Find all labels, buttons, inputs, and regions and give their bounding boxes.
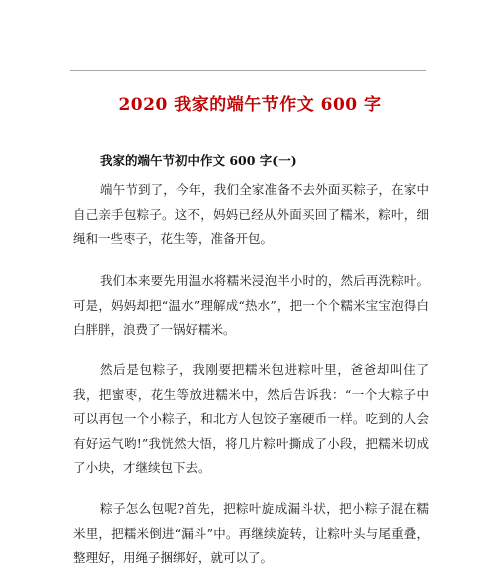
section-heading: 我家的端午节初中作文 600 字(一) <box>100 153 297 168</box>
header-divider <box>70 70 426 71</box>
document-title: 2020 我家的端午节作文 600 字 <box>118 95 382 115</box>
paragraph-3: 然后是包粽子，我刚要把糯米包进粽叶里，爸爸却叫住了我，把蜜枣，花生等放进糯米中，然后告诉我：“一个大粽子中可以再包一个小粽子，和北方人包饺子塞硬币一样。吃到的人会有好运气哟!”我恍然大悟，将几片粽叶撕成了小段，把糯米切成了小块，才继续包下去。 <box>73 362 429 475</box>
paragraph-2: 我们本来要先用温水将糯米浸泡半小时的，然后再洗粽叶。可是，妈妈却把“温水”理解成“热水”，把一个个糯米宝宝泡得白白胖胖，浪费了一锅好糯米。 <box>73 273 429 337</box>
paragraph-1: 端午节到了，今年，我们全家准备不去外面买粽子，在家中自己亲手包粽子。这不，妈妈已经从外面买回了糯米，粽叶，细绳和一些枣子，花生等，准备开包。 <box>73 182 429 246</box>
paragraph-4: 粽子怎么包呢?首先，把粽叶旋成漏斗状，把小粽子混在糯米里，把糯米倒进“漏斗”中。再继续旋转，让粽叶头与尾重叠，整理好，用绳子捆绑好，就可以了。 <box>73 501 429 565</box>
